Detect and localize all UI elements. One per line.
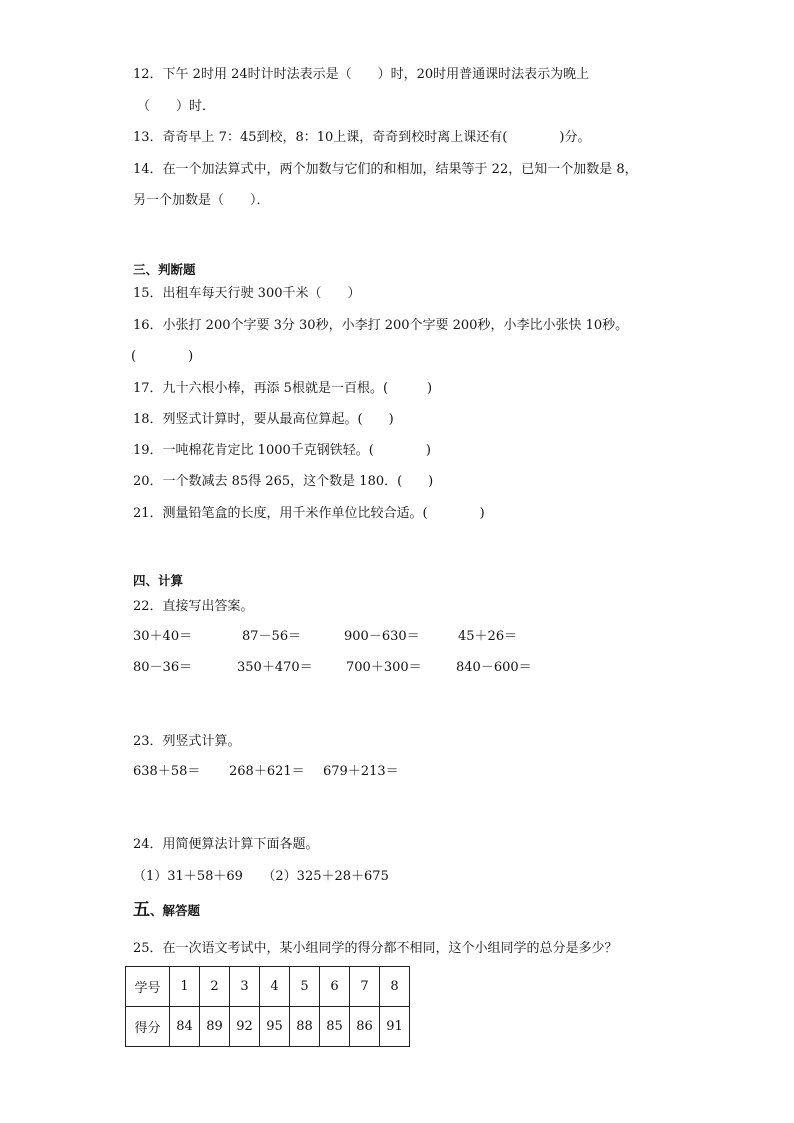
table-cell: 85 [320, 1007, 350, 1047]
q23-expr-2: 268＋621＝ [229, 764, 305, 779]
question-17: 17．九十六根小棒，再添 5根就是一百根。( ) [133, 381, 433, 396]
table-cell: 88 [290, 1007, 320, 1047]
q22-expr-1: 30＋40＝ [133, 629, 193, 644]
table-cell: 86 [350, 1007, 380, 1047]
table-cell: 84 [170, 1007, 200, 1047]
table-cell: 2 [200, 967, 230, 1007]
question-15: 15．出租车每天行驶 300千米（ ） [133, 286, 361, 301]
table-header-student-no: 学号 [126, 967, 170, 1007]
table-cell: 3 [230, 967, 260, 1007]
question-22: 22．直接写出答案。 [133, 599, 254, 614]
question-24: 24．用简便算法计算下面各题。 [133, 837, 319, 852]
question-19: 19．一吨棉花肯定比 1000千克钢铁轻。( ) [133, 443, 431, 458]
table-cell: 95 [260, 1007, 290, 1047]
q22-expr-4: 45＋26＝ [458, 629, 518, 644]
q23-expr-3: 679＋213＝ [323, 764, 399, 779]
question-20: 20．一个数减去 85得 265，这个数是 180．( ) [133, 474, 434, 489]
question-14-line-2: 另一个加数是（ ）． [133, 193, 270, 208]
section-3-title: 三、判断题 [133, 262, 196, 277]
table-cell: 91 [380, 1007, 410, 1047]
question-25: 25．在一次语文考试中，某小组同学的得分都不相同，这个小组同学的总分是多少？ [133, 941, 618, 956]
section-5-number: 五 [133, 900, 150, 920]
table-row [126, 1007, 410, 1047]
table-cell: 5 [290, 967, 320, 1007]
table-row [126, 967, 410, 1007]
q22-expr-3: 900－630＝ [344, 629, 420, 644]
q22-expr-6: 350＋470＝ [237, 660, 313, 675]
score-table [125, 966, 410, 1047]
section-5-label: 、解答题 [150, 903, 201, 918]
q22-expr-2: 87－56＝ [242, 629, 302, 644]
question-18: 18．列竖式计算时，要从最高位算起。( ) [133, 412, 394, 427]
question-13: 13．奇奇早上 7：45到校，8：10上课，奇奇到校时离上课还有( )分。 [133, 130, 591, 145]
table-cell: 8 [380, 967, 410, 1007]
q22-expr-7: 700＋300＝ [346, 660, 422, 675]
table-cell: 92 [230, 1007, 260, 1047]
question-21: 21．测量铅笔盒的长度，用千米作单位比较合适。( ) [133, 506, 485, 521]
q22-expr-5: 80－36＝ [133, 660, 193, 675]
q23-expr-1: 638＋58＝ [133, 764, 201, 779]
question-12-line-2: （ ）时． [137, 99, 216, 114]
q22-expr-8: 840－600＝ [456, 660, 532, 675]
question-24-items: （1）31＋58＋69 （2）325＋28＋675 [133, 869, 389, 884]
table-cell: 89 [200, 1007, 230, 1047]
table-cell: 1 [170, 967, 200, 1007]
section-4-title: 四、计算 [133, 573, 184, 588]
question-14-line-1: 14．在一个加法算式中，两个加数与它们的和相加，结果等于 22，已知一个加数是 8， [133, 162, 638, 177]
question-12-line-1: 12．下午 2时用 24时计时法表示是（ ）时，20时用普通课时法表示为晚上 [133, 67, 590, 82]
section-5-title [133, 902, 200, 920]
table-cell: 4 [260, 967, 290, 1007]
question-23: 23．列竖式计算。 [133, 734, 241, 749]
question-16-line-1: 16．小张打 200个字要 3分 30秒，小李打 200个字要 200秒，小李比小张快 10秒。 [133, 318, 629, 333]
table-cell: 7 [350, 967, 380, 1007]
table-cell: 6 [320, 967, 350, 1007]
table-header-score: 得分 [126, 1007, 170, 1047]
question-16-line-2: ( ) [131, 349, 194, 364]
